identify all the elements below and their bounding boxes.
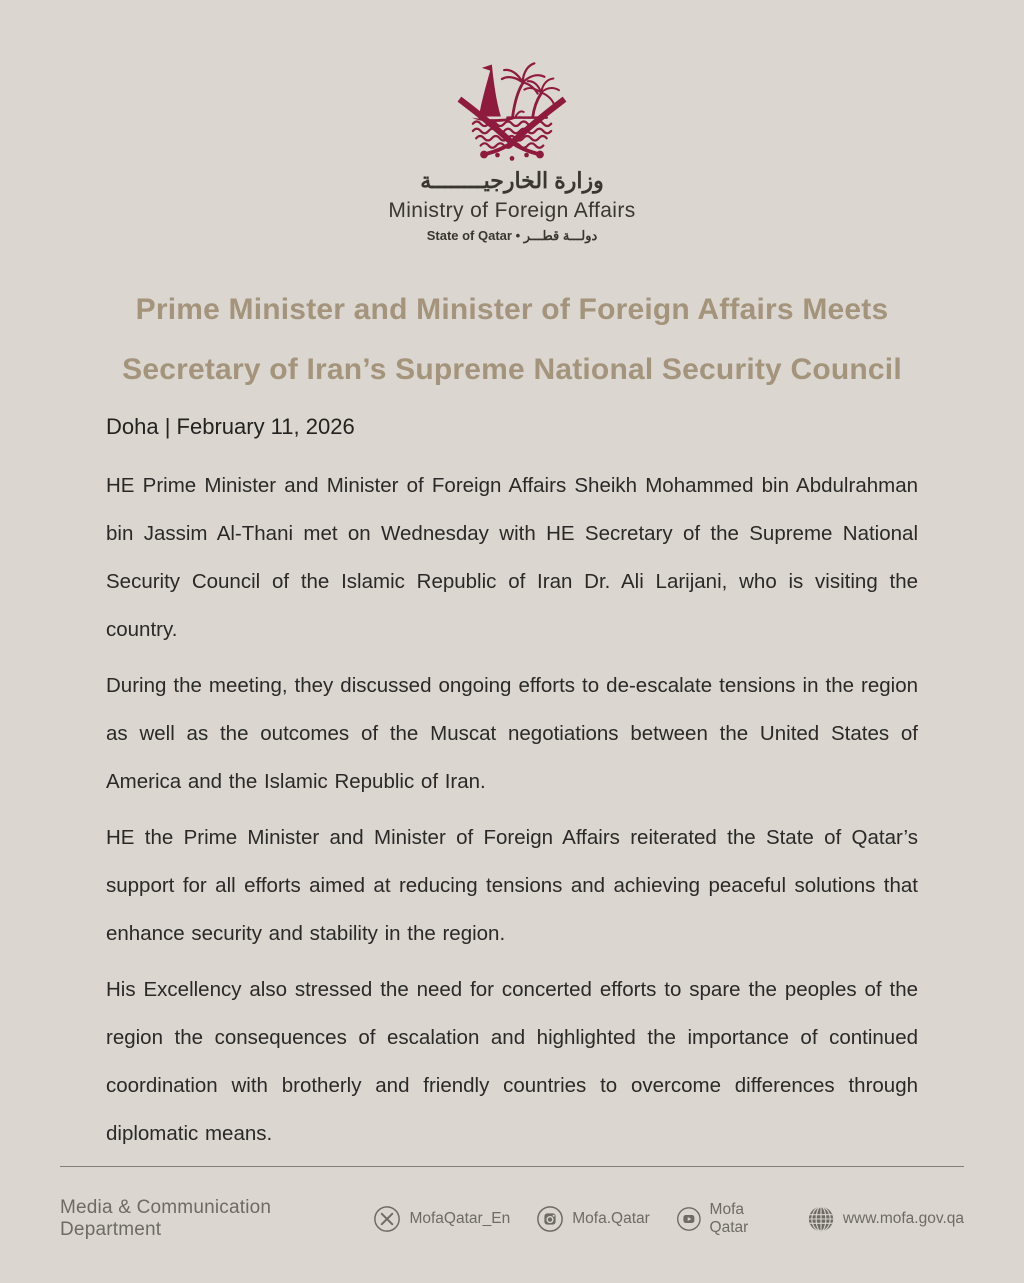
ministry-name-english: Ministry of Foreign Affairs: [388, 199, 636, 222]
article-title-line1: Prime Minister and Minister of Foreign Affairs Meets: [135, 293, 889, 326]
department-label: Media & Communication Department: [60, 1197, 272, 1240]
social-link-website[interactable]: [807, 1205, 964, 1233]
press-release-article: [106, 244, 918, 1166]
ministry-header: [0, 0, 1024, 244]
social-handle: MofaQatar_En: [409, 1210, 511, 1227]
footer-row: [60, 1167, 964, 1283]
article-title-line2: Secretary of Iran’s Supreme National Security Council: [122, 353, 902, 386]
social-handle: Mofa.Qatar: [572, 1210, 650, 1227]
qatar-mofa-emblem-icon: [456, 60, 568, 164]
website-url: www.mofa.gov.qa: [842, 1210, 964, 1227]
article-body: [106, 462, 918, 1158]
paragraph: During the meeting, they discussed ongoing efforts to de-escalate tensions in the region as well as the outcomes of the Muscat negotiations between the United States of America and the Islamic Republic of Iran.: [106, 674, 918, 793]
paragraph: HE the Prime Minister and Minister of Foreign Affairs reiterated the State of Qatar’s support for all efforts aimed at reducing tensions and achieving peaceful solutions that enhance security and stability in the region.: [106, 826, 918, 945]
social-link-youtube[interactable]: [676, 1201, 781, 1237]
paragraph: His Excellency also stressed the need for concerted efforts to spare the peoples of the region the consequences of escalation and highlighted the importance of continued coordination with brotherly and friendly countries to overcome differences through diplomatic means.: [106, 978, 918, 1145]
article-title: [106, 280, 918, 400]
dateline: Doha | February 11, 2026: [106, 414, 355, 439]
social-link-instagram[interactable]: [536, 1205, 650, 1233]
state-of-qatar-line: State of Qatar • دولـــة قطـــر: [426, 228, 598, 243]
x-icon: [373, 1205, 401, 1233]
paragraph: HE Prime Minister and Minister of Foreign Affairs Sheikh Mohammed bin Abdulrahman bin Jassim Al-Thani met on Wednesday with HE Secretary of the Supreme National Security Council of the Islamic Republic of Iran Dr. Ali Larijani, who is visiting the country.: [106, 474, 918, 641]
globe-icon: [807, 1205, 835, 1233]
social-link-x[interactable]: [373, 1205, 510, 1233]
social-handle: Mofa Qatar: [709, 1201, 749, 1236]
footer: [0, 1166, 1024, 1283]
ministry-name-arabic: وزارة الخارجيــــــــة: [420, 168, 604, 193]
social-links: [373, 1201, 964, 1237]
instagram-icon: [536, 1205, 564, 1233]
youtube-icon: [676, 1205, 702, 1233]
